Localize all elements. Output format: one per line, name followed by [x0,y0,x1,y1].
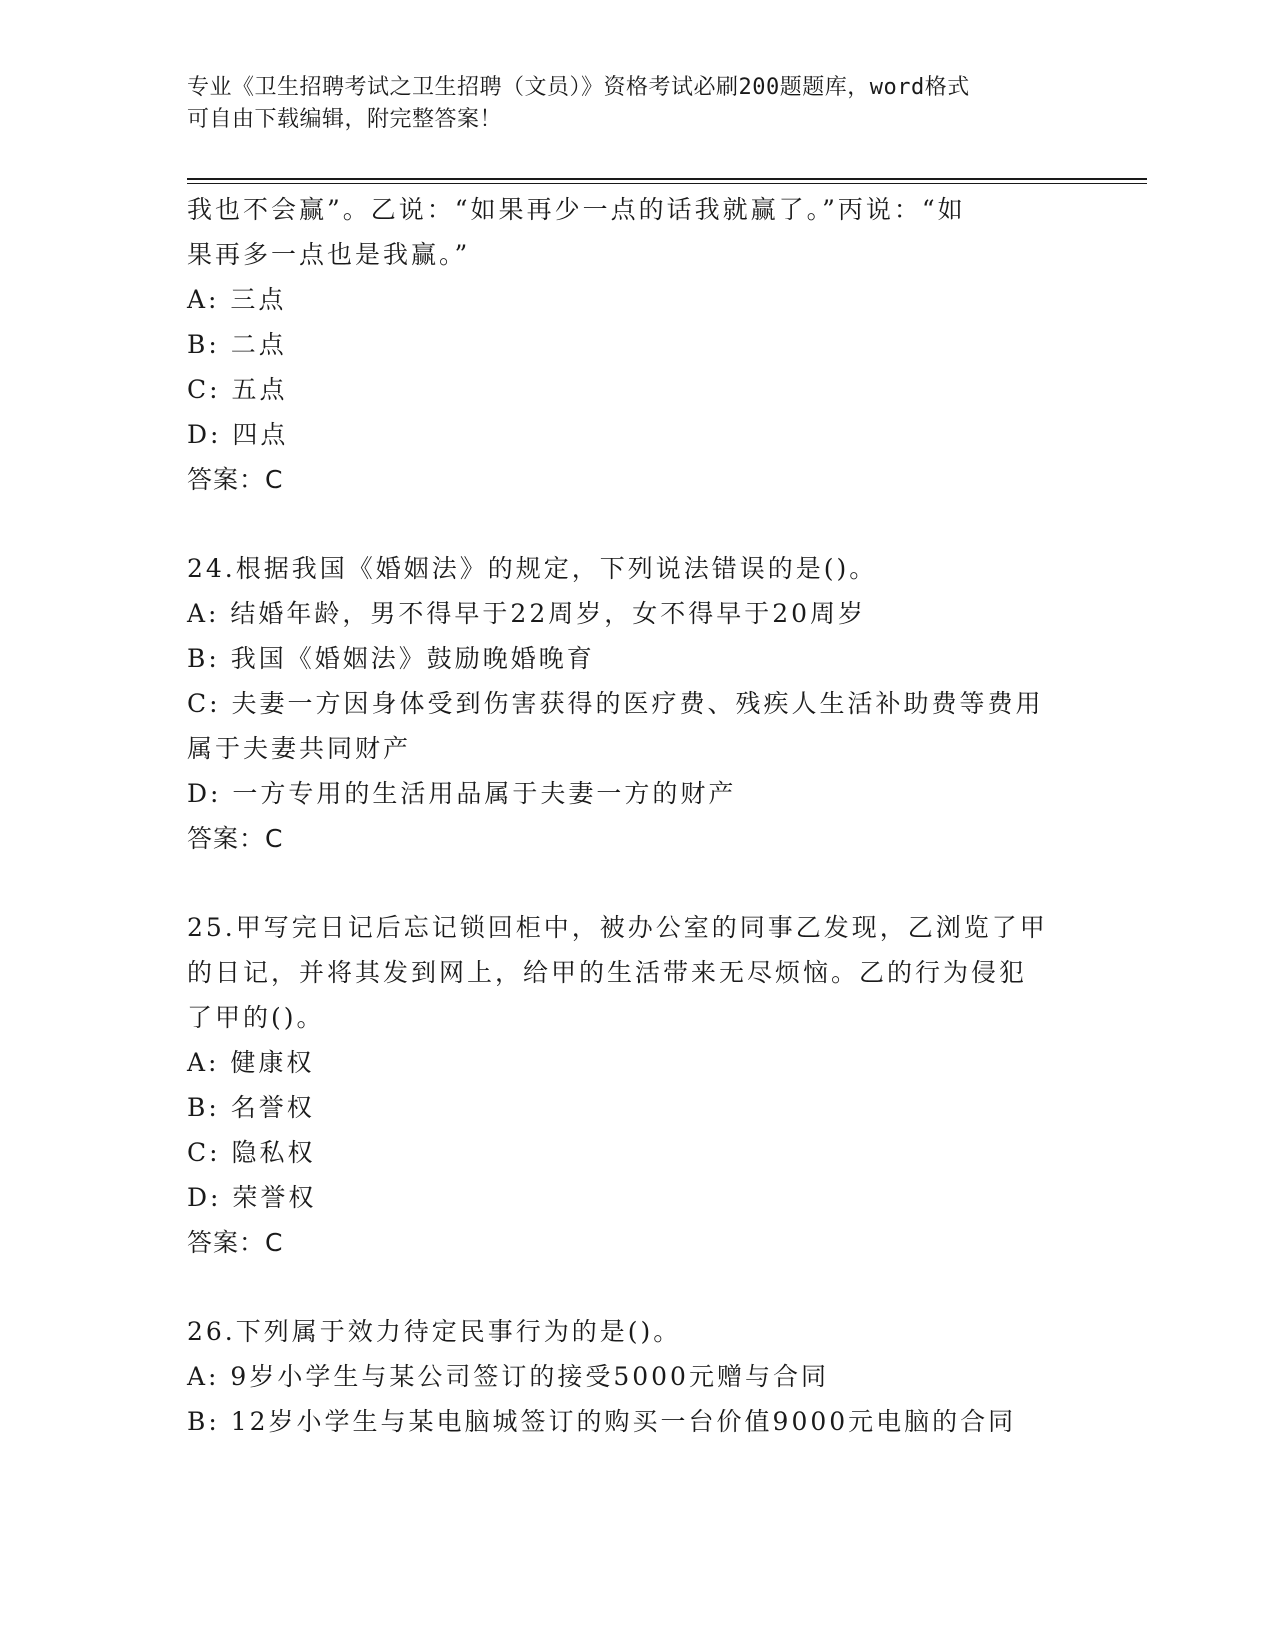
option-a: A: 9岁小学生与某公司签订的接受5000元赠与合同 [187,1362,829,1391]
spacer [187,861,1077,905]
answer-line: 答案：C [187,465,284,494]
question-block-continued [187,187,1077,502]
question-stem-line: 我也不会赢”。乙说：“如果再少一点的话我就赢了。”丙说：“如 [187,195,966,224]
spacer [187,1265,1077,1309]
option-b: B: 12岁小学生与某电脑城签订的购买一台价值9000元电脑的合同 [187,1407,1017,1436]
option-a: A: 健康权 [187,1048,315,1077]
question-block-24 [187,546,1077,861]
header-divider-thin [187,183,1147,184]
header-divider-thick [187,178,1147,180]
option-a: A: 结婚年龄，男不得早于22周岁，女不得早于20周岁 [187,599,867,628]
question-block-25 [187,905,1077,1265]
question-stem-line: 26.下列属于效力待定民事行为的是()。 [187,1317,682,1346]
question-stem-line: 25.甲写完日记后忘记锁回柜中，被办公室的同事乙发现，乙浏览了甲 [187,913,1048,942]
option-b: B: 二点 [187,330,287,359]
answer-line: 答案：C [187,1228,284,1257]
option-c: C: 隐私权 [187,1138,316,1167]
option-c-continued: 属于夫妻共同财产 [187,734,412,763]
option-d: D: 四点 [187,420,289,449]
option-b: B: 我国《婚姻法》鼓励晚婚晚育 [187,644,595,673]
option-d: D: 一方专用的生活用品属于夫妻一方的财产 [187,779,737,808]
question-stem-line: 的日记，并将其发到网上，给甲的生活带来无尽烦恼。乙的行为侵犯 [187,958,1028,987]
question-stem-line: 24.根据我国《婚姻法》的规定，下列说法错误的是()。 [187,554,878,583]
option-c: C: 五点 [187,375,288,404]
option-a: A: 三点 [187,285,287,314]
option-b: B: 名誉权 [187,1093,315,1122]
question-stem-line: 了甲的()。 [187,1003,325,1032]
answer-line: 答案：C [187,824,284,853]
spacer [187,502,1077,546]
document-header [187,72,1067,136]
header-title-line-1: 专业《卫生招聘考试之卫生招聘（文员）》资格考试必刷200题题库，word格式 [187,75,970,100]
question-block-26 [187,1309,1077,1444]
option-d: D: 荣誉权 [187,1183,317,1212]
question-stem-line: 果再多一点也是我赢。” [187,240,471,269]
header-title-line-2: 可自由下载编辑，附完整答案！ [187,107,503,132]
document-body [187,187,1077,1444]
option-c: C: 夫妻一方因身体受到伤害获得的医疗费、残疾人生活补助费等费用 [187,689,1044,718]
